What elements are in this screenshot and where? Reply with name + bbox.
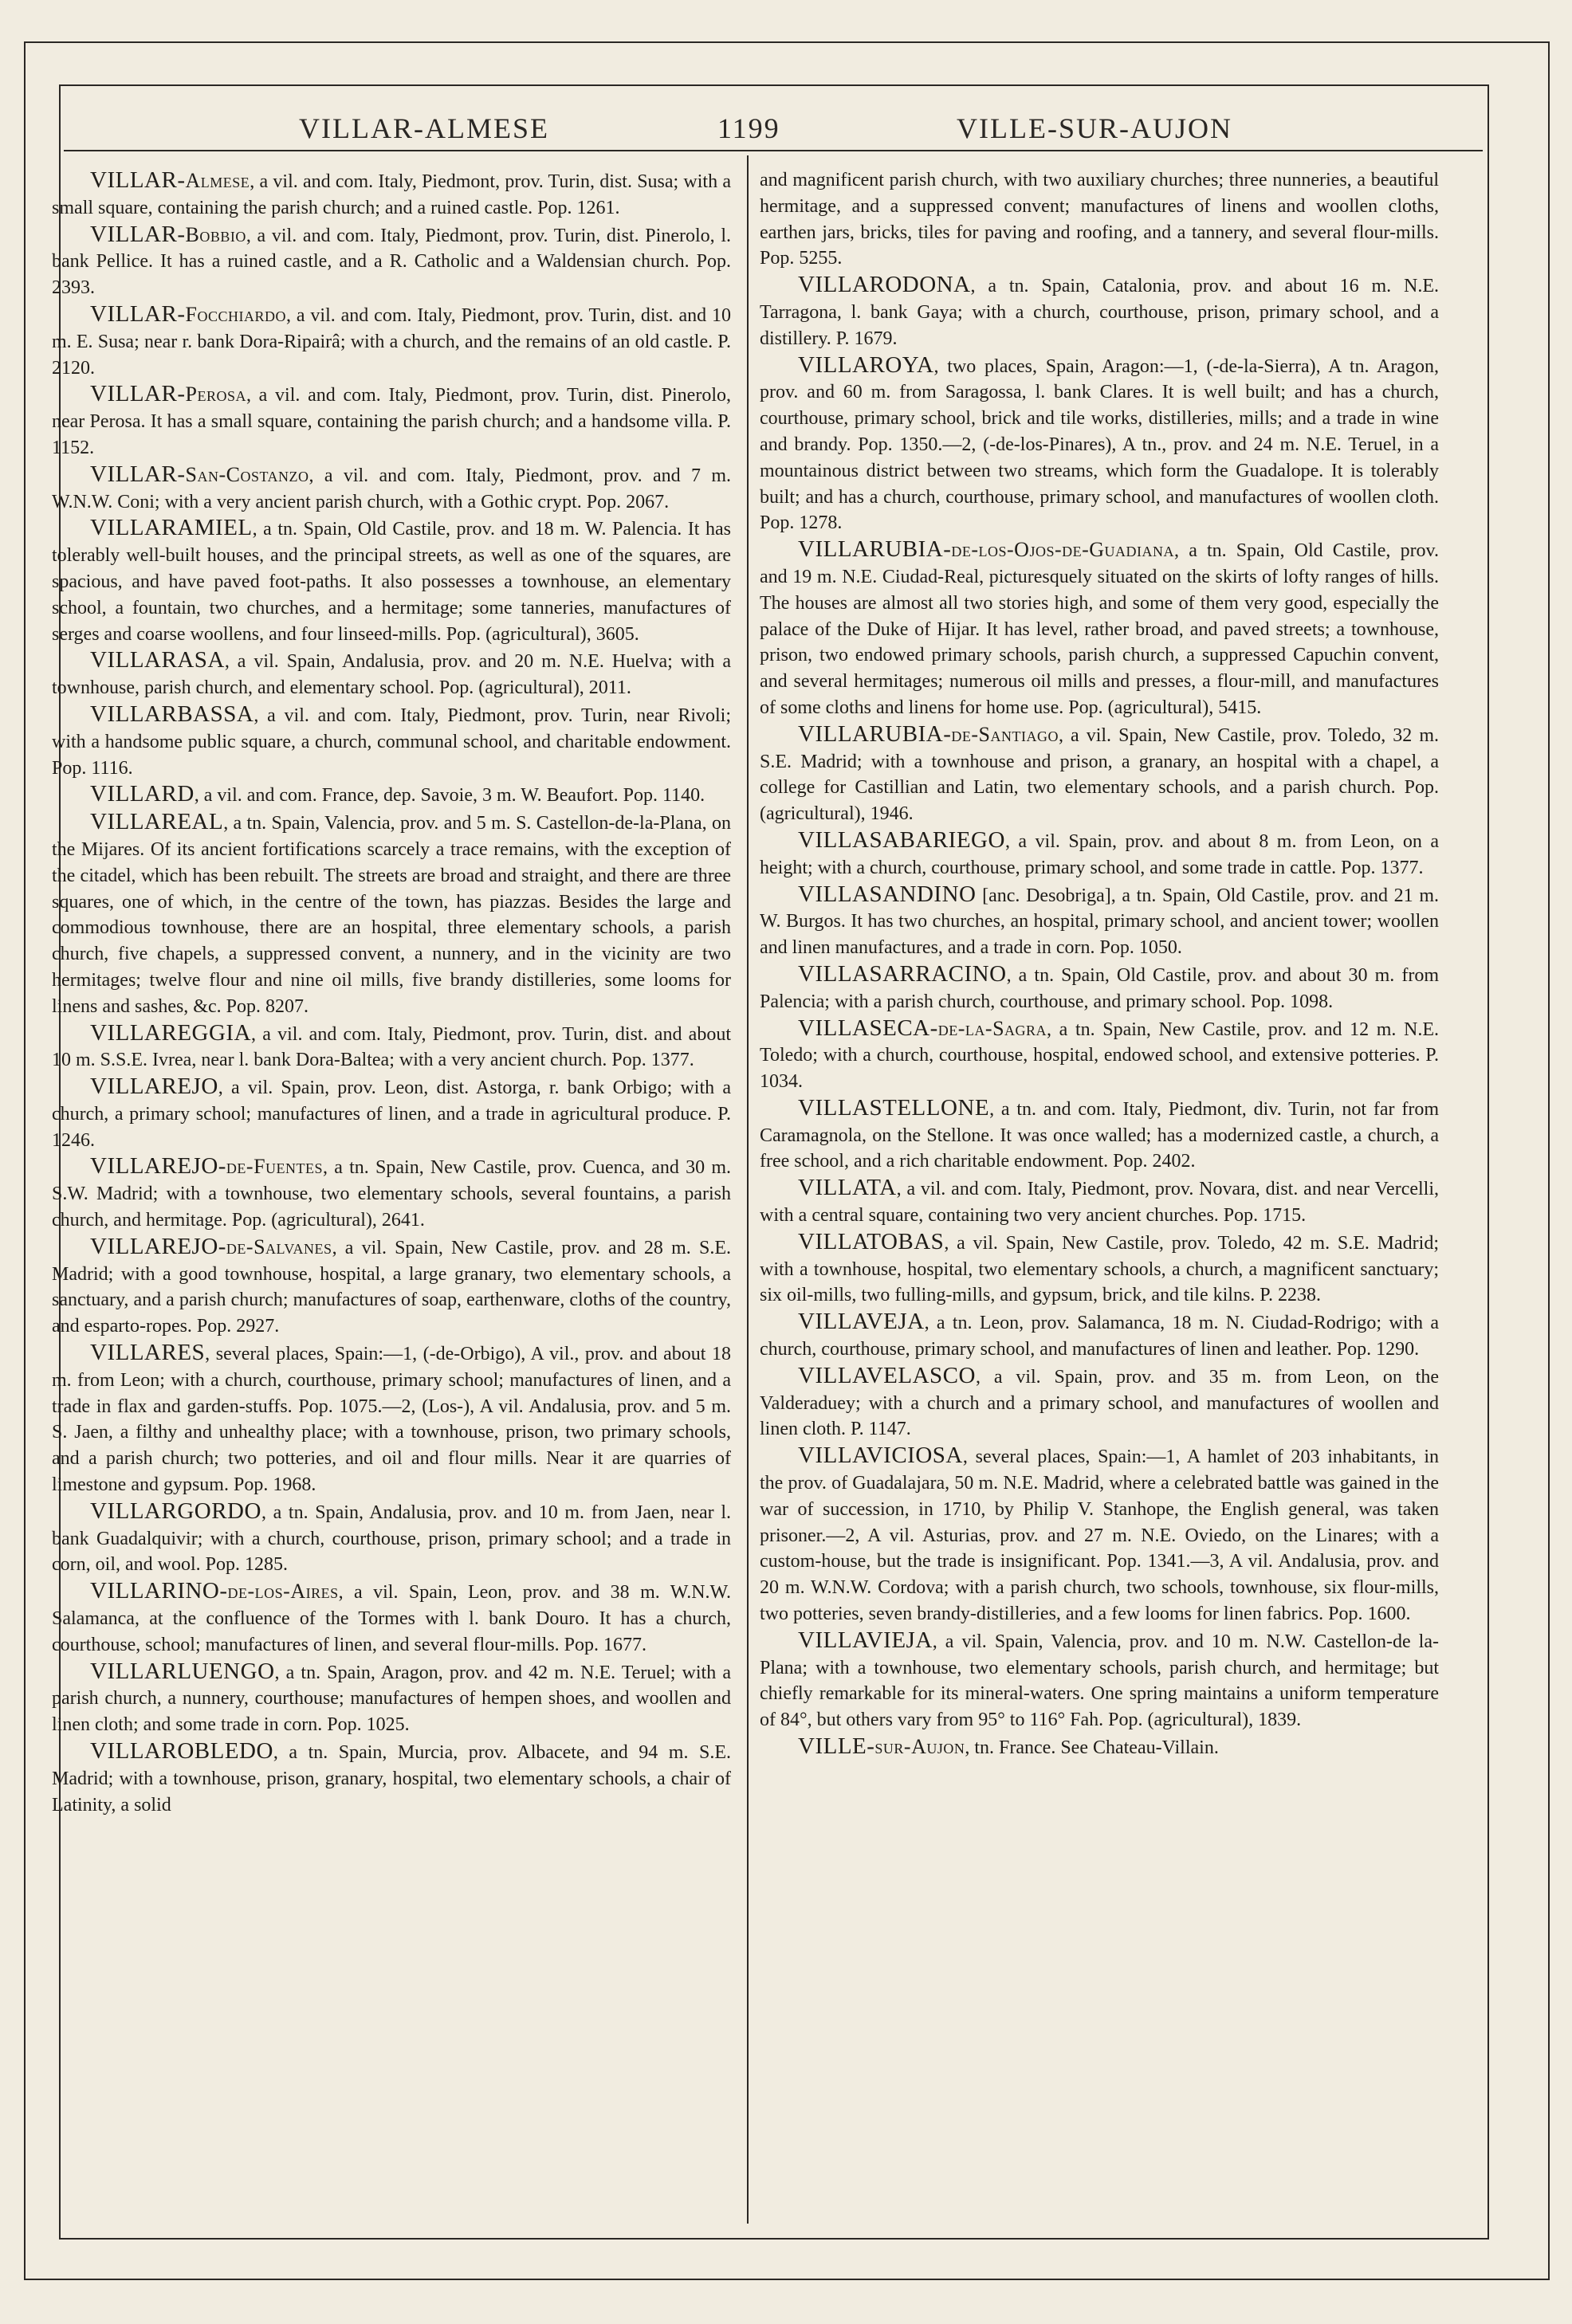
entry-headword (798, 352, 933, 378)
entry-headword-main: VILLARAMIEL (90, 515, 253, 541)
entry-headword-main: VILLAVELASCO (798, 1362, 976, 1388)
entry-text: , a vil. Spain, Leon, prov. and 38 m. W.N.W. Salamanca, at the confluence of the Tormes with l. bank Douro. It has a church, courthouse, school; manufactures of linen, and several flour-mills. Pop. 1677. (52, 1582, 731, 1655)
gazetteer-entry (760, 721, 1439, 827)
entry-headword (90, 461, 309, 487)
entry-text: , a vil. and com. Italy, Piedmont, prov. Turin, dist. Pinerolo, near Perosa. It has a small square, containing the parish church; and a handsome villa. P. 1152. (52, 385, 731, 458)
entry-headword (798, 1015, 1047, 1041)
entry-headword-smallcaps: de-los-Aires (227, 1580, 339, 1604)
entry-headword (798, 1229, 944, 1254)
entry-headword (90, 1659, 275, 1684)
entry-headword (798, 827, 1005, 853)
gazetteer-entry (52, 1498, 731, 1578)
entry-headword (90, 1498, 261, 1524)
gazetteer-entry (760, 536, 1439, 721)
gazetteer-entry (52, 647, 731, 701)
entry-headword (90, 515, 253, 540)
entry-text: , a tn. Spain, Old Castile, prov. and 18 m. W. Palencia. It has tolerably well-built houses, and the principal streets, as well as one of the squares, are spacious, and have paved foot-paths. It also possesses a townhouse, an elementary school, a fountain, two churches, and a hermitage; some tanneries, manufactures of serges and coarse woollens, and four linseed-mills. Pop. (agricultural), 3605. (52, 519, 731, 645)
entry-headword-main: VILLARUBIA- (798, 720, 952, 747)
entry-text: , a tn. Spain, Aragon, prov. and 42 m. N.E. Teruel; with a parish church, a nunnery, courthouse; manufactures of hempen shoes, and woollen and linen cloth; and some trade in corn. Pop. 1025. (52, 1662, 731, 1736)
gazetteer-entry (52, 809, 731, 1019)
entry-headword-smallcaps: Focchiardo (185, 302, 286, 326)
entry-text: , a tn. Leon, prov. Salamanca, 18 m. N. Ciudad-Rodrigo; with a church, courthouse, primary school, and manufactures of linen and leather. Pop. 1290. (760, 1313, 1439, 1360)
entry-headword (90, 1234, 332, 1259)
gazetteer-entry (52, 781, 731, 809)
entry-headword-main: VILLARODONA (798, 272, 971, 298)
entry-headword (90, 381, 246, 406)
entry-text: , a vil. and com. Italy, Piedmont, prov. Novara, dist. and near Vercelli, with a central square, containing two very ancient churches. Pop. 1715. (760, 1179, 1439, 1227)
gazetteer-entry (52, 461, 731, 516)
entry-headword (90, 1020, 251, 1046)
entry-headword-main: VILLAREJO- (90, 1233, 226, 1259)
entry-text: , a vil. and com. Italy, Piedmont, prov. Turin, dist. Pinerolo, l. bank Pellice. It has a ruined castle, and a R. Catholic and a Waldensian church. Pop. 2393. (52, 225, 731, 299)
entry-headword (798, 272, 971, 297)
entry-headword-main: VILLARD (90, 781, 195, 807)
entry-headword-smallcaps: sur-Aujon (874, 1735, 965, 1759)
gazetteer-entry (52, 301, 731, 381)
entry-headword-smallcaps: de-Salvanes (226, 1235, 332, 1258)
entry-headword (798, 536, 1174, 562)
gazetteer-entry (52, 1578, 731, 1658)
entry-headword-main: VILLASABARIEGO (798, 826, 1005, 853)
gazetteer-entry (52, 515, 731, 647)
entry-headword-main: VILLARUBIA- (798, 536, 952, 563)
entry-headword-main: VILLAR- (90, 221, 186, 247)
gazetteer-entry (760, 272, 1439, 351)
entry-headword-main: VILLAR- (90, 167, 186, 193)
gazetteer-entry (760, 1627, 1439, 1733)
entry-headword-main: VILLE- (798, 1733, 875, 1760)
entry-headword-main: VILLARLUENGO (90, 1658, 275, 1684)
entry-headword (798, 881, 976, 907)
entry-text: , a vil. and com. Italy, Piedmont, prov. Turin, dist. Susa; with a small square, containing the parish church; and a ruined castle. Pop. 1261. (52, 171, 731, 218)
entry-text: , a vil. and com. Italy, Piedmont, prov. Turin, dist. and about 10 m. S.S.E. Ivrea, near l. bank Dora-Baltea; with a very ancient church. Pop. 1377. (52, 1023, 731, 1071)
entry-headword (90, 1738, 273, 1764)
entry-headword (798, 1627, 933, 1653)
entry-text: , a vil. Spain, New Castile, prov. and 28 m. S.E. Madrid; with a good townhouse, hospital, a large granary, two elementary schools, a sanctuary, and a parish church; manufactures of soap, earthenware, cloths of the country, and esparto-ropes. Pop. 2927. (52, 1237, 731, 1337)
entry-headword-main: VILLAREJO- (90, 1153, 226, 1180)
entry-text: , a vil. Spain, New Castile, prov. Toledo, 42 m. S.E. Madrid; with a townhouse, hospital, two elementary schools, a church, a magnificent sanctuary; six oil-mills, two fulling-mills, and gypsum, brick, and tile kilns. P. 2238. (760, 1232, 1439, 1306)
entry-headword-smallcaps: Almese (185, 169, 250, 192)
entry-headword-main: VILLATOBAS (798, 1228, 945, 1254)
entry-headword-main: VILLARBASSA (90, 701, 254, 727)
gazetteer-entry (52, 1020, 731, 1074)
gazetteer-entry (760, 1229, 1439, 1309)
gazetteer-entry (760, 1095, 1439, 1175)
gazetteer-entry (760, 1363, 1439, 1443)
entry-headword (798, 1733, 965, 1759)
gazetteer-entry (760, 1309, 1439, 1363)
entry-headword (90, 1340, 205, 1365)
entry-headword (90, 167, 250, 193)
entry-headword (798, 1443, 963, 1468)
entry-headword-main: VILLARES (90, 1340, 206, 1366)
entry-headword-main: VILLAREGGIA (90, 1019, 252, 1046)
entry-text: , a vil. Spain, prov. and 35 m. from Leon, on the Valderaduey; with a church and a primary school, and manufactures of woollen and linen cloth. P. 1147. (760, 1366, 1439, 1440)
entry-headword (90, 222, 246, 247)
entry-headword-main: VILLARGORDO (90, 1498, 261, 1524)
entry-text: [anc. Desobriga], a tn. Spain, Old Castile, prov. and 21 m. W. Burgos. It has two churches, an hospital, primary school, and ancient tower; woollen and linen manufactures, and a trade in corn. Pop. 1050. (760, 885, 1439, 959)
entry-headword-main: VILLAREAL (90, 809, 224, 835)
entry-headword-main: VILLASTELLONE (798, 1094, 990, 1121)
entry-headword (90, 1578, 339, 1604)
entry-text: , a vil. Spain, New Castile, prov. Toledo, 32 m. S.E. Madrid; with a townhouse and prison, a granary, an hospital with a chapel, a college for Castillian and Latin, two elementary schools, and a parish church. Pop. (agricultural), 1946. (760, 724, 1439, 825)
gazetteer-entry (760, 352, 1439, 537)
entry-text: , a tn. Spain, Valencia, prov. and 5 m. S. Castellon-de-la-Plana, on the Mijares. Of its ancient fortifications scarcely a trace remains, with the exception of the citadel, which has been rebuilt. The streets are broad and straight, and there are three squares, one of which, in the centre of the town, has piazzas. Besides the large and commodious townhouse, there are an hospital, three elementary schools, a parish church, five chapels, a suppressed convent, a nunnery, and in the vicinity are two hermitages; twelve flour and nine oil mills, five brandy distilleries, some looms for linens and sashes, &c. Pop. 8207. (52, 813, 731, 1017)
entry-headword-main: VILLARINO- (90, 1578, 228, 1604)
entry-headword-main: VILLAVICIOSA (798, 1443, 963, 1469)
gazetteer-entry (52, 1234, 731, 1340)
entry-headword-main: VILLAROBLEDO (90, 1738, 273, 1765)
entry-headword (90, 809, 223, 834)
entry-text: , a tn. Spain, New Castile, prov. and 12 m. N.E. Toledo; with a church, courthouse, hospital, endowed school, and extensive potteries. P. 1034. (760, 1019, 1439, 1093)
entry-text: , a vil. and com. Italy, Piedmont, prov. Turin, dist. and 10 m. E. Susa; near r. bank Dora-Ripairâ; with a church, and the remains of an old castle. P. 2120. (52, 304, 731, 379)
entry-headword-main: VILLAR- (90, 300, 186, 327)
entry-headword-smallcaps: de-la-Sagra (937, 1016, 1047, 1040)
entry-headword-main: VILLAREJO (90, 1074, 218, 1100)
entry-headword (90, 1153, 323, 1179)
entry-headword-main: VILLASECA- (798, 1015, 938, 1041)
entry-headword-smallcaps: de-los-Ojos-de-Guadiana (951, 538, 1175, 562)
entry-headword-main: VILLASARRACINO (798, 960, 1007, 987)
entry-text: and magnificent parish church, with two auxiliary churches; three nunneries, a beautiful hermitage, and a suppressed convent; manufactures of linens and woollen cloths, earthen jars, bricks, tiles for paving and roofing, and a tannery, and several flour-mills. Pop. 5255. (760, 170, 1439, 269)
entry-text: , two places, Spain, Aragon:—1, (-de-la-Sierra), A tn. Aragon, prov. and 60 m. from Saragossa, l. bank Clares. It is well built; and has a church, courthouse, primary school, brick and tile works, distilleries, mills; and a trade in wine and brandy. Pop. 1350.—2, (-de-los-Pinares), A tn., prov. and 24 m. N.E. Teruel, in a mountainous district between two streams, which form the Guadalope. It is tolerably built; and has a church, courthouse, primary school, and manufactures of woollen cloth. Pop. 1278. (760, 355, 1439, 534)
entry-text: , a tn. Spain, Andalusia, prov. and 10 m. from Jaen, near l. bank Guadalquivir; with a church, courthouse, prison, primary school; and a trade in corn, oil, and wool. Pop. 1285. (52, 1502, 731, 1576)
entry-headword (798, 1309, 925, 1334)
entry-headword-main: VILLAVIEJA (798, 1627, 933, 1653)
entry-headword-main: VILLAROYA (798, 351, 934, 378)
column-divider (747, 155, 749, 2224)
gazetteer-entry (52, 1659, 731, 1738)
entry-text: , tn. France. See Chateau-Villain. (965, 1737, 1219, 1759)
entry-text: , a vil. Spain, Valencia, prov. and 10 m. N.W. Castellon-de la-Plana; with a townhouse, two elementary schools, parish church, and hermitage; but chiefly remarkable for its mineral-waters. One spring maintains a uniform temperature of 84°, but others vary from 95° to 116° Fah. Pop. (agricultural), 1839. (760, 1631, 1439, 1731)
entry-headword-main: VILLAR- (90, 381, 186, 407)
entry-headword (798, 1363, 976, 1388)
gazetteer-entry (760, 167, 1439, 272)
entry-text: , a vil. and com. France, dep. Savoie, 3 m. W. Beaufort. Pop. 1140. (194, 785, 705, 807)
gazetteer-entry (52, 1738, 731, 1818)
entry-headword-smallcaps: San-Costanzo (185, 462, 309, 486)
page-header (64, 105, 1483, 153)
entry-text: , a tn. Spain, Catalonia, prov. and about 16 m. N.E. Tarragona, l. bank Gaya; with a church, courthouse, prison, primary school, and a distillery. P. 1679. (760, 276, 1439, 349)
entry-headword-main: VILLATA (798, 1175, 897, 1201)
entry-text: , several places, Spain:—1, (-de-Orbigo), A vil., prov. and about 18 m. from Leon; with a church, courthouse, primary school; manufactures of linen, and a trade in flax and garden-stuffs. Pop. 1075.—2, (Los-), A vil. Andalusia, prov. and 5 m. S. Jaen, a filthy and unhealthy place; with a townhouse, prison, two primary schools, and a parish church; two potteries, and oil and flour mills. Near it are quarries of limestone and gypsum. Pop. 1968. (52, 1344, 731, 1496)
gazetteer-entry (760, 1015, 1439, 1095)
entry-text: , a tn. Spain, Old Castile, prov. and about 30 m. from Palencia; with a parish church, courthouse, and primary school. Pop. 1098. (760, 964, 1439, 1012)
entry-headword (90, 1074, 218, 1099)
entry-headword (798, 721, 1059, 747)
entry-text: , a tn. Spain, Old Castile, prov. and 19 m. N.E. Ciudad-Real, picturesquely situated on the skirts of lofty ranges of hills. The houses are almost all two stories high, and some of them very good, especially the palace of the Duke of Hijar. It has level, rather broad, and paved streets; a townhouse, prison, two endowed primary schools, parish church, a suppressed Capuchin convent, and several hermitages; numerous oil mills and presses, a flour-mill, and manufactures of some cloths and linens for home use. Pop. (agricultural), 5415. (760, 540, 1439, 718)
entry-headword (798, 1095, 989, 1121)
entry-text: , a tn. and com. Italy, Piedmont, div. Turin, not far from Caramagnola, on the Stellone. It was once walled; has a modernized castle, a church, a free school, and a rich charitable endowment. Pop. 2402. (760, 1098, 1439, 1172)
entry-headword-smallcaps: de-Fuentes (226, 1155, 324, 1179)
gazetteer-entry (52, 701, 731, 781)
entry-headword (798, 961, 1007, 987)
running-head-right: VILLE-SUR-AUJON (957, 112, 1232, 144)
entry-headword (798, 1175, 897, 1200)
gazetteer-entry (52, 1074, 731, 1153)
gazetteer-entry (760, 827, 1439, 881)
entry-headword-main: VILLAVEJA (798, 1309, 925, 1335)
right-column (760, 167, 1439, 1761)
entry-headword-smallcaps: de-Santiago (951, 722, 1059, 746)
entry-headword-main: VILLASANDINO (798, 881, 977, 907)
entry-headword-smallcaps: Perosa (185, 383, 246, 406)
page-number: 1199 (717, 112, 780, 144)
entry-text: , a vil. and com. Italy, Piedmont, prov. Turin, near Rivoli; with a handsome public square, a church, communal school, and charitable endowment. Pop. 1116. (52, 705, 731, 779)
gazetteer-entry (52, 381, 731, 461)
entry-headword (90, 781, 195, 807)
header-rule (64, 150, 1483, 151)
gazetteer-entry (760, 1175, 1439, 1229)
running-head-left: VILLAR-ALMESE (299, 112, 549, 144)
gazetteer-entry (760, 961, 1439, 1015)
entry-text: , a vil. and com. Italy, Piedmont, prov. and 7 m. W.N.W. Coni; with a very ancient parish church, with a Gothic crypt. Pop. 2067. (52, 465, 731, 512)
entry-text: , a vil. Spain, prov. and about 8 m. from Leon, on a height; with a church, courthouse, primary school, and some trade in cattle. Pop. 1377. (760, 830, 1439, 878)
gazetteer-entry (760, 1443, 1439, 1627)
entry-headword-main: VILLAR- (90, 461, 186, 487)
entry-headword (90, 647, 225, 673)
entry-text: , several places, Spain:—1, A hamlet of 203 inhabitants, in the prov. of Guadalajara, 50 m. N.E. Madrid, where a celebrated battle was gained in the war of succession, in 1710, by Philip V. Stanhope, the English general, was taken prisoner.—2, A vil. Asturias, prov. and 27 m. N.E. Oviedo, on the Linares; with a custom-house, but the trade is insignificant. Pop. 1341.—3, A vil. Andalusia, prov. and 20 m. W.N.W. Cordova; with a parish church, two schools, townhouse, six flour-mills, two potteries, seven brandy-distilleries, and a few looms for linen fabrics. Pop. 1600. (760, 1447, 1439, 1625)
entry-text: , a tn. Spain, New Castile, prov. Cuenca, and 30 m. S.W. Madrid; with a townhouse, two elementary schools, several fountains, a parish church, and hermitage. Pop. (agricultural), 2641. (52, 1157, 731, 1231)
gazetteer-entry (760, 881, 1439, 961)
entry-headword-main: VILLARASA (90, 647, 225, 673)
entry-headword-smallcaps: Bobbio (185, 222, 246, 246)
gazetteer-entry (760, 1733, 1439, 1761)
gazetteer-entry (52, 1153, 731, 1233)
entry-text: , a vil. Spain, Andalusia, prov. and 20 m. N.E. Huelva; with a townhouse, parish church, and elementary school. Pop. (agricultural), 2011. (52, 651, 731, 699)
gazetteer-entry (52, 167, 731, 222)
entry-headword (90, 701, 253, 727)
entry-headword (90, 301, 286, 327)
gazetteer-entry (52, 1340, 731, 1498)
left-column (52, 167, 731, 1818)
entry-text: , a tn. Spain, Murcia, prov. Albacete, and 94 m. S.E. Madrid; with a townhouse, prison, granary, hospital, two elementary schools, a chair of Latinity, a solid (52, 1742, 731, 1816)
gazetteer-entry (52, 222, 731, 301)
entry-text: , a vil. Spain, prov. Leon, dist. Astorga, r. bank Orbigo; with a church, a primary school; manufactures of linen, and a trade in agricultural produce. P. 1246. (52, 1078, 731, 1151)
